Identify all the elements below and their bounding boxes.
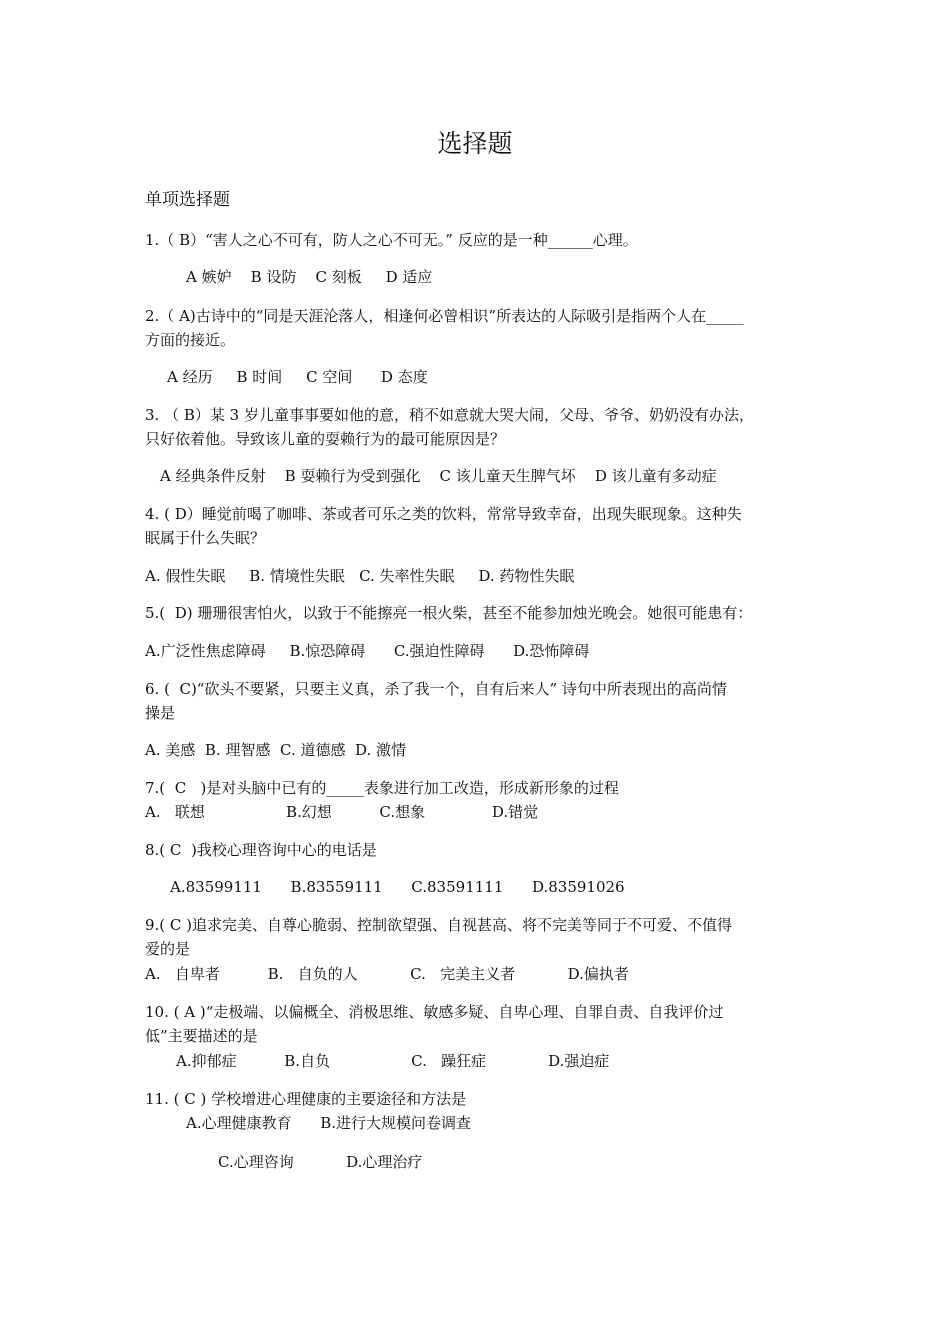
question-line: 7.( C )是对头脑中已有的_____表象进行加工改造，形成新形象的过程 xyxy=(145,779,619,797)
options-line: A 经典条件反射 B 耍赖行为受到强化 C 该儿童天生脾气坏 D 该儿童有多动症 xyxy=(160,467,717,485)
question-line: 6. ( C)“砍头不要紧，只要主义真，杀了我一个，自有后来人” 诗句中所表现出的高尚情 xyxy=(145,680,727,698)
options-line: A. 美感 B. 理智感 C. 道德感 D. 激情 xyxy=(145,741,407,759)
options-line: C.心理咨询 D.心理治疗 xyxy=(218,1153,423,1171)
page-title: 选择题 xyxy=(437,129,513,158)
question-line: 只好依着他。导致该儿童的耍赖行为的最可能原因是？ xyxy=(145,430,506,448)
options-line: A. 自卑者 B. 自负的人 C. 完美主义者 D.偏执者 xyxy=(145,965,629,983)
options-line: A.83599111 B.83559111 C.83591111 D.83591026 xyxy=(170,878,625,896)
options-line: A 嫉妒 B 设防 C 刻板 D 适应 xyxy=(186,268,433,286)
question-line: 低”主要描述的是 xyxy=(145,1027,258,1045)
question-line: 操是 xyxy=(145,704,176,722)
question-line: 方面的接近。 xyxy=(145,331,236,349)
question-line: 4. ( D）睡觉前喝了咖啡、茶或者可乐之类的饮料，常常导致幸奋，出现失眠现象。这种失 xyxy=(145,505,742,523)
question-line: 3. （ B）某 3 岁儿童事事要如他的意，稍不如意就大哭大闹，父母、爷爷、奶奶没有办法， xyxy=(145,406,754,424)
section-heading: 单项选择题 xyxy=(145,190,230,210)
options-line: A. 假性失眠 B. 情境性失眠 C. 失率性失眠 D. 药物性失眠 xyxy=(145,567,575,585)
question-line: 1.（ B）“害人之心不可有，防人之心不可无。” 反应的是一种______心理。 xyxy=(145,231,638,249)
options-line: A. 联想 B.幻想 C.想象 D.错觉 xyxy=(145,803,539,821)
question-line: 10. ( A )“走极端、以偏概全、消极思维、敏感多疑、自卑心理、自罪自责、自我评价过 xyxy=(145,1003,724,1021)
question-line: 11. ( C ) 学校增进心理健康的主要途径和方法是 xyxy=(145,1090,467,1108)
options-line: A.抑郁症 B.自负 C. 躁狂症 D.强迫症 xyxy=(176,1052,610,1070)
options-line: A.广泛性焦虑障碍 B.惊恐障碍 C.强迫性障碍 D.恐怖障碍 xyxy=(145,642,590,660)
options-line: A 经历 B 时间 C 空间 D 态度 xyxy=(167,368,428,386)
question-line: 爱的是 xyxy=(145,940,191,958)
question-line: 2.（ A)古诗中的“同是天涯沦落人，相逢何必曾相识”所表达的人际吸引是指两个人在_____ xyxy=(145,307,744,325)
question-line: 眠属于什么失眠？ xyxy=(145,529,266,547)
question-line: 8.( C )我校心理咨询中心的电话是 xyxy=(145,841,377,859)
question-line: 9.( C )追求完美、自尊心脆弱、控制欲望强、自视甚高、将不完美等同于不可爱、不值得 xyxy=(145,916,733,934)
question-line: 5.( D) 珊珊很害怕火，以致于不能擦亮一根火柴，甚至不能参加烛光晚会。她很可能患有： xyxy=(145,604,753,622)
options-line: A.心理健康教育 B.进行大规模问卷调查 xyxy=(186,1114,472,1132)
